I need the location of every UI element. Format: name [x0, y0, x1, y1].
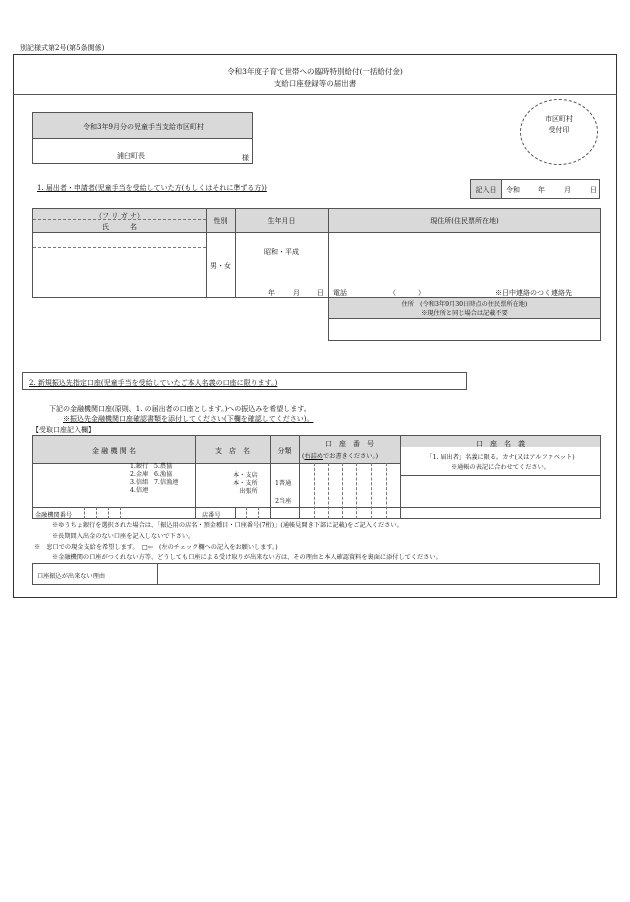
cash-payment-option: ※ 窓口での現金支給を希望します。 □⇦ (左のチェック欄への記入をお願いします。)	[34, 544, 278, 551]
account-holder-label: 口 座 名 義	[476, 440, 525, 448]
birth-day-label: 日	[317, 289, 324, 297]
bank-type-list	[130, 463, 148, 495]
form-title-line1: 令和3年度子育て世帯への臨時特別給付(一括給付金)	[227, 67, 403, 76]
birthdate-label: 生年月日	[267, 217, 296, 225]
bank-type-1: 1.銀行	[130, 463, 149, 470]
stamp-label-2: 受付印	[548, 126, 570, 134]
section2-description: 下記の金融機関口座(原則、1. の届出者の口座とします。)への振込みを希望します。	[49, 405, 311, 413]
birth-era: 昭和・平成	[264, 248, 299, 256]
bank-type-list-2	[154, 463, 178, 487]
header-divider	[13, 94, 617, 95]
account-number-note: (右詰めでお書きください。)	[302, 453, 378, 460]
entry-date-label: 記入日	[475, 186, 497, 194]
bank-type-3: 3.信組	[130, 479, 149, 486]
branch-type-list	[233, 472, 258, 496]
bank-type-5: 5.農協	[154, 463, 173, 470]
entry-date-month-label: 月	[564, 186, 571, 194]
phone-paren-open: （	[389, 289, 396, 297]
reception-stamp	[520, 99, 598, 165]
bank-type-7: 7.信漁連	[154, 479, 179, 486]
class-type-ordinary: 1普通	[275, 480, 292, 487]
yucho-bank-note: ※ゆうちょ銀行を選択された場合は、「振込用の店名・預金種目・口座番号(7桁)」(通帳見開き下部に記載)をご記入ください。	[52, 522, 403, 529]
section2-title: 2. 新規振込先指定口座(児童手当を受給していたご本人名義の口座に限ります。)	[29, 379, 278, 387]
branch-name-label: 支 店 名	[215, 447, 250, 455]
reason-box	[32, 563, 600, 585]
gender-label: 性別	[213, 217, 228, 225]
form-title-line2: 支給口座登録等の届出書	[273, 79, 357, 88]
addressee-header	[32, 112, 253, 139]
daytime-contact-note: ※日中連絡のつく連絡先	[495, 289, 572, 297]
bank-type-2: 2.金庫	[130, 471, 149, 478]
previous-address-label: 住所 (令和3年9月30日時点の住民票所在地)	[401, 301, 528, 308]
bank-type-6: 6.漁協	[154, 471, 173, 478]
section1-title: 1. 届出者・申請者(児童手当を受給していた方(もしくはそれに準ずる方))	[37, 184, 267, 192]
addressee-field	[32, 138, 253, 164]
account-number-label: 口 座 番 号	[325, 440, 374, 448]
reason-label: 口座振込が出来ない理由	[37, 573, 106, 580]
no-account-note: ※金融機関の口座がつくれない方等、どうしても口座による受け取りが出来ない方は、その理由と本人確認資料を裏面に添付してください。	[52, 554, 442, 561]
account-holder-note: 「1. 届出者」名義に限る。カナ(又はアルファベット)	[426, 454, 575, 461]
stamp-label-1: 市区町村	[545, 115, 573, 123]
furigana-label: （フ リ ガ ナ）	[95, 212, 144, 220]
addressee-municipality-label: 令和3年9月分の児童手当支給市区町村	[83, 123, 204, 131]
gender-value: 男・女	[210, 262, 231, 270]
branch-type-3: 出張所	[239, 488, 258, 495]
honorific: 様	[242, 154, 249, 162]
entry-date-era: 令和	[506, 186, 520, 194]
phone-paren-close: ）	[418, 289, 425, 297]
branch-code-label: 店番号	[202, 512, 221, 519]
previous-address-note: ※現住所と同じ場合は記載不要	[421, 310, 508, 317]
account-entry-label: 【受取口座記入欄】	[32, 426, 95, 434]
mayor-name: 浦臼町長	[117, 152, 145, 160]
branch-type-2: 本・支所	[233, 480, 258, 487]
bank-type-4: 4.信連	[130, 487, 149, 494]
section2-title-box	[22, 372, 467, 390]
branch-type-1: 本・支店	[233, 472, 258, 479]
section2-attachment-note: ※振込先金融機関口座確認書類を添付してください(下欄を確認してください)。	[63, 415, 314, 423]
birth-year-label: 年	[268, 289, 275, 297]
entry-date-day-label: 日	[590, 186, 597, 194]
class-type-current: 2当座	[275, 498, 292, 505]
bank-code-label: 金融機関番号	[35, 512, 73, 519]
entry-date-year-label: 年	[538, 186, 545, 194]
current-address-label: 現住所(住民票所在地)	[430, 217, 499, 225]
phone-label: 電話	[333, 289, 347, 297]
account-holder-format-note: ※通帳の表記に合わせてください。	[451, 464, 550, 471]
account-class-label: 分類	[277, 447, 292, 455]
long-term-account-note: ※長期間入出金のない口座を記入しないで下さい。	[52, 533, 195, 540]
name-label: 氏 名	[102, 223, 137, 231]
entry-date-box	[470, 179, 600, 199]
bank-name-label: 金 融 機 関 名	[92, 447, 136, 455]
birth-month-label: 月	[293, 289, 300, 297]
form-number: 別記様式第2号(第5条関係)	[20, 44, 105, 52]
